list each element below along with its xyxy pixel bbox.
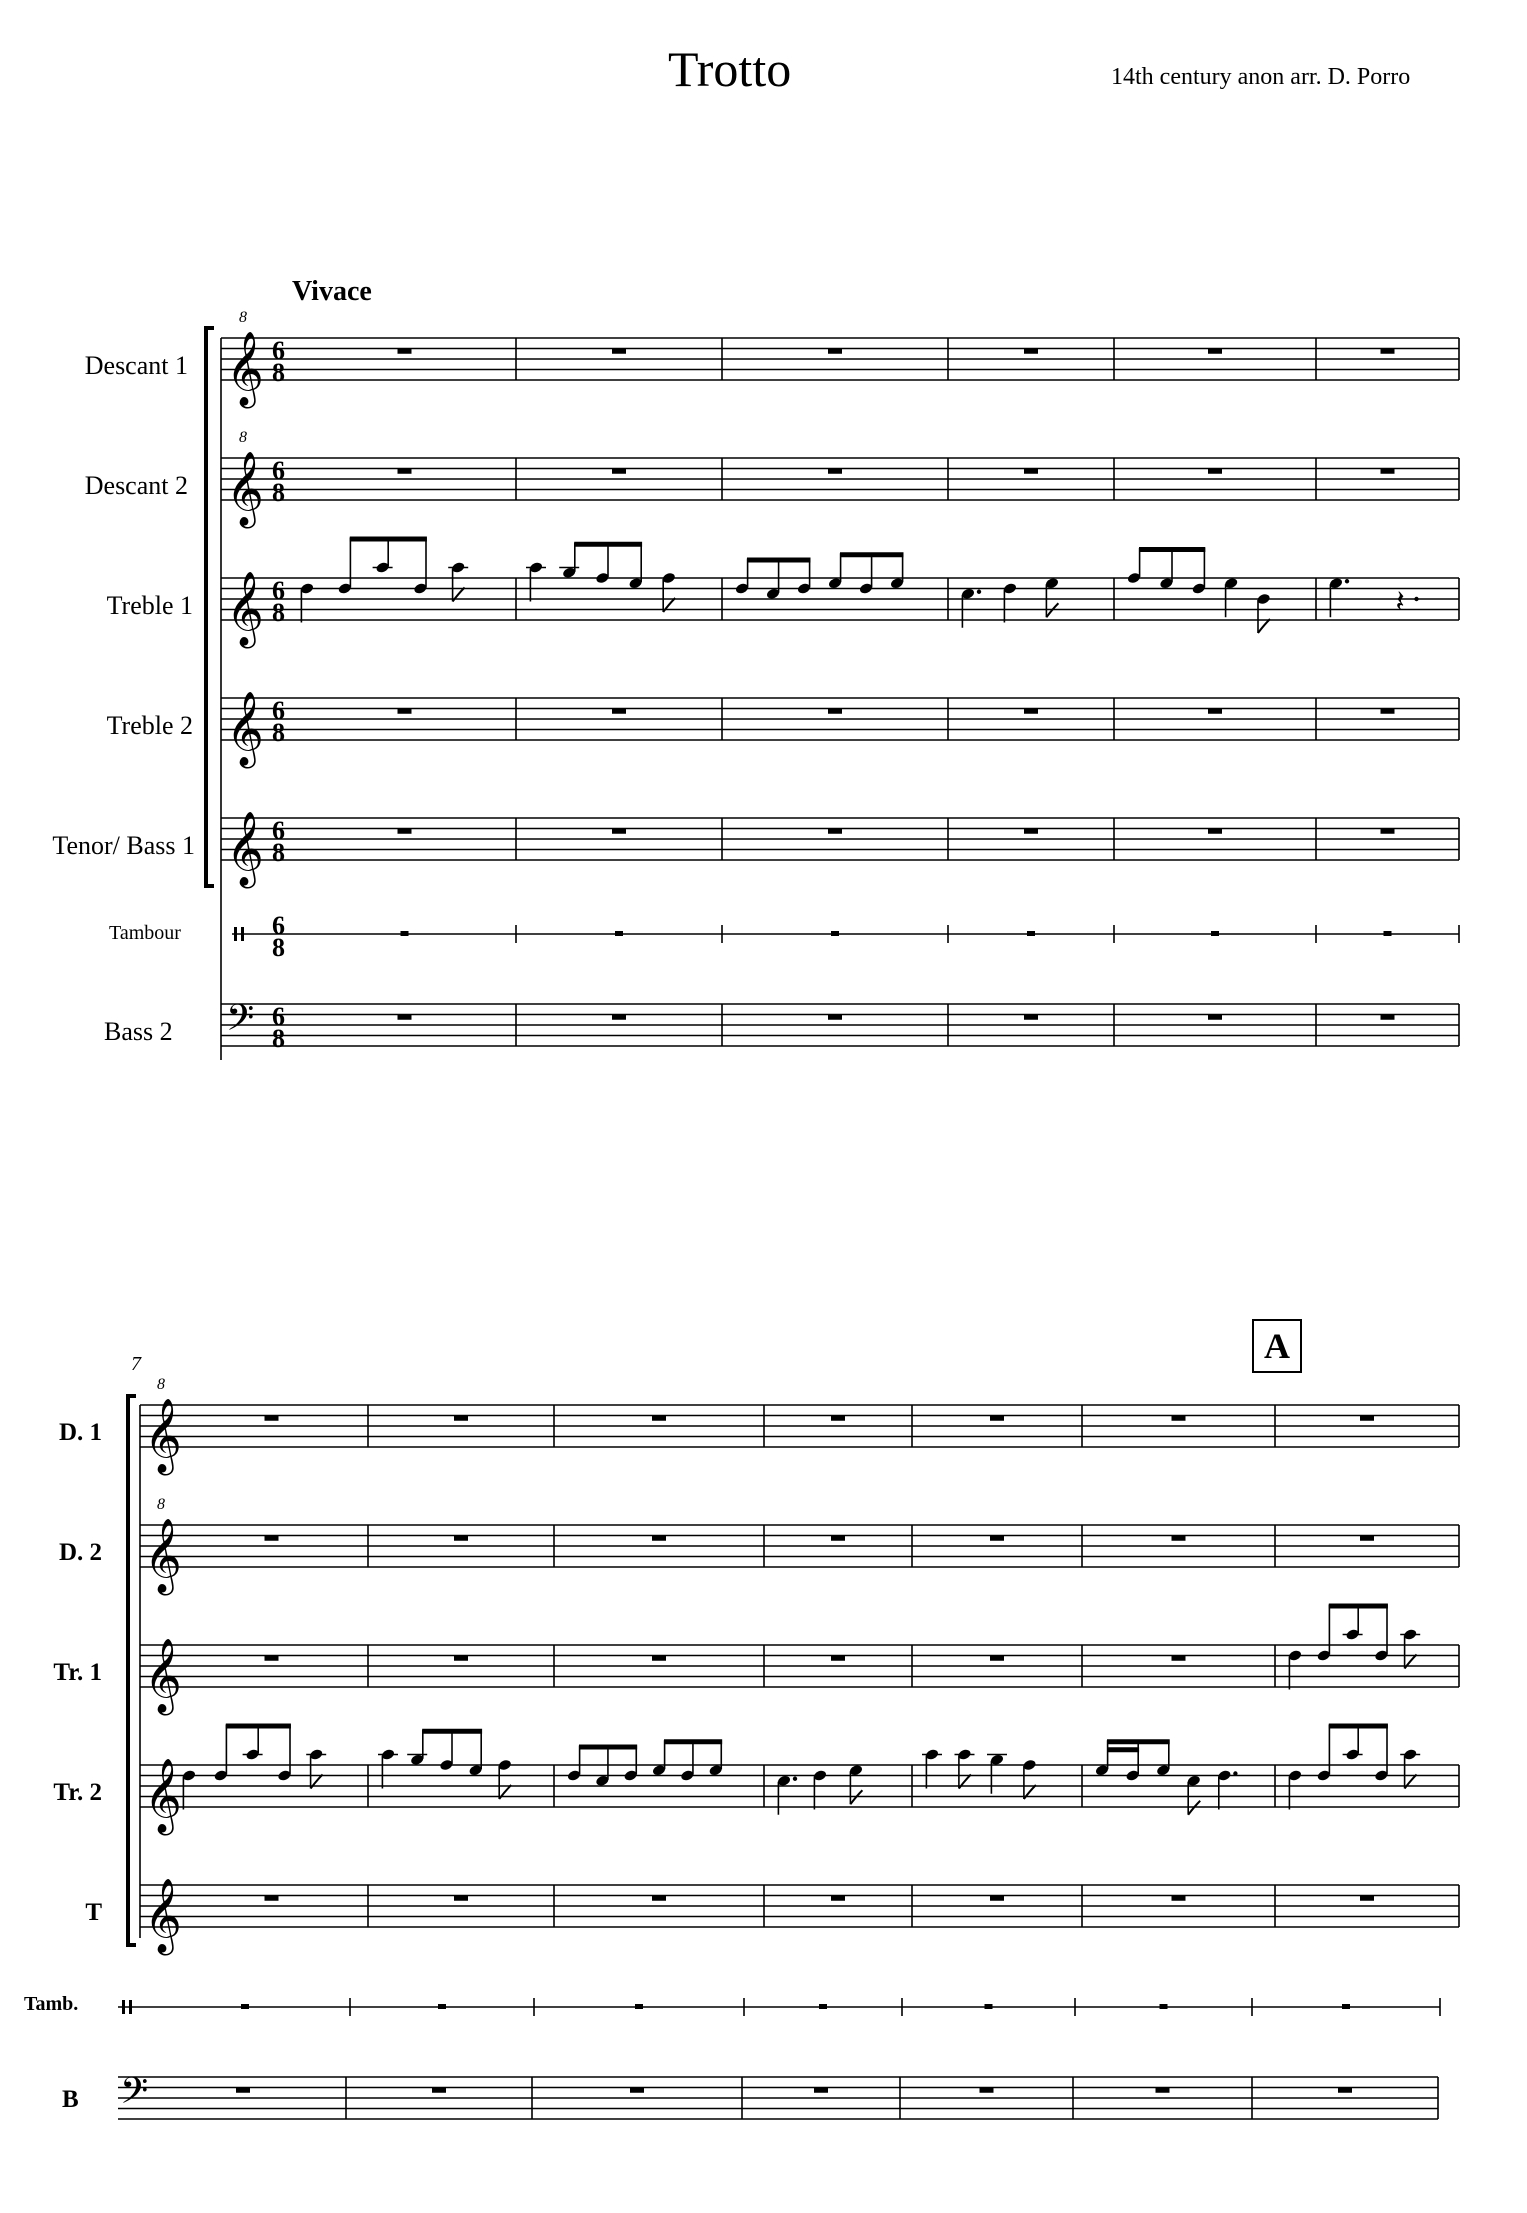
time-signature-bottom: 8 — [272, 838, 285, 867]
treble-clef: 𝄞 — [144, 1639, 182, 1713]
measure-rest — [652, 1416, 666, 1421]
measure-rest — [828, 349, 842, 354]
measure-rest — [831, 931, 839, 936]
octave-mark: 8 — [239, 429, 247, 446]
measure-rest — [1208, 1015, 1222, 1020]
beam — [422, 1729, 482, 1734]
measure-rest — [398, 709, 412, 714]
measure-rest — [1381, 469, 1395, 474]
bass-clef: 𝄢 — [120, 2070, 149, 2121]
system-bracket — [206, 328, 214, 886]
measure-rest — [1027, 931, 1035, 936]
treble-clef: 𝄞 — [226, 692, 264, 766]
measure-rest — [828, 1015, 842, 1020]
measure-rest — [438, 2004, 446, 2009]
augmentation-dot — [1414, 597, 1418, 601]
staff-s2-4 — [140, 1765, 1459, 1807]
composer-credit: 14th century anon arr. D. Porro — [1111, 64, 1411, 90]
measure-rest — [236, 2088, 250, 2093]
measure-rest — [612, 349, 626, 354]
score-title: Trotto — [668, 41, 792, 97]
flag — [1046, 603, 1058, 617]
treble-clef: 𝄞 — [226, 332, 264, 406]
augmentation-dot — [1345, 579, 1349, 583]
measure-rest — [831, 1656, 845, 1661]
measure-rest — [1024, 349, 1038, 354]
measure-rest — [1338, 2088, 1352, 2093]
measure-rest — [1342, 2004, 1350, 2009]
percussion-clef — [129, 2000, 132, 2014]
beam — [579, 1745, 637, 1750]
measure-rest — [819, 2004, 827, 2009]
measure-rest — [1172, 1656, 1186, 1661]
beam — [1329, 1604, 1388, 1609]
percussion-clef — [234, 927, 237, 941]
label-treble-2: Treble 2 — [106, 711, 193, 740]
measure-rest — [990, 1416, 1004, 1421]
measure-rest — [1381, 709, 1395, 714]
measure-rest — [1208, 469, 1222, 474]
measure-rest — [828, 469, 842, 474]
beam — [1107, 1747, 1139, 1752]
measure-rest — [990, 1896, 1004, 1901]
measure-rest — [828, 709, 842, 714]
time-signature-bottom: 8 — [272, 933, 285, 962]
time-signature-top: 6 — [272, 911, 285, 940]
staff-5 — [221, 818, 1459, 860]
label-treble-1: Treble 1 — [106, 591, 193, 620]
measure-rest — [454, 1416, 468, 1421]
treble-clef: 𝄞 — [226, 812, 264, 886]
label-tr1: Tr. 1 — [53, 1659, 102, 1686]
staff-s2-1 — [140, 1405, 1459, 1447]
measure-rest — [1208, 709, 1222, 714]
measure-rest — [652, 1896, 666, 1901]
measure-rest — [265, 1656, 279, 1661]
label-descant-2: Descant 2 — [84, 471, 188, 500]
time-signature-bottom: 8 — [272, 1024, 285, 1053]
measure-rest — [612, 1015, 626, 1020]
measure-rest — [1156, 2088, 1170, 2093]
measure-rest — [432, 2088, 446, 2093]
beam — [1107, 1739, 1170, 1744]
measure-rest — [635, 2004, 643, 2009]
octave-mark: 8 — [239, 309, 247, 326]
measure-rest — [1384, 931, 1392, 936]
treble-clef: 𝄞 — [144, 1399, 182, 1473]
beam — [350, 537, 427, 542]
augmentation-dot — [1233, 1771, 1237, 1775]
staff-4 — [221, 698, 1459, 740]
percussion-clef — [122, 2000, 125, 2014]
measure-rest — [398, 469, 412, 474]
measure-rest — [990, 1536, 1004, 1541]
measure-rest — [612, 469, 626, 474]
measure-rest — [1024, 1015, 1038, 1020]
measure-rest — [990, 1656, 1004, 1661]
measure-rest — [398, 1015, 412, 1020]
octave-mark: 8 — [157, 1376, 165, 1393]
staff-s2-3 — [140, 1645, 1459, 1687]
flag — [1188, 1801, 1200, 1815]
measure-rest — [831, 1536, 845, 1541]
flag — [1258, 619, 1270, 633]
label-d1: D. 1 — [58, 1419, 102, 1446]
time-signature-top: 6 — [272, 336, 285, 365]
measure-rest — [652, 1656, 666, 1661]
measure-rest — [454, 1536, 468, 1541]
time-signature-top: 6 — [272, 816, 285, 845]
measure-rest — [1172, 1536, 1186, 1541]
label-b: B — [62, 2086, 79, 2113]
treble-clef: 𝄞 — [226, 452, 264, 526]
measure-rest — [241, 2004, 249, 2009]
measure-rest — [265, 1416, 279, 1421]
beam — [1329, 1724, 1388, 1729]
measure-rest — [1381, 349, 1395, 354]
flag — [850, 1790, 862, 1804]
staff-2 — [221, 458, 1459, 500]
measure-rest — [454, 1896, 468, 1901]
measure-rest — [1381, 1015, 1395, 1020]
beam — [1139, 547, 1205, 552]
rehearsal-mark: A — [1252, 1319, 1302, 1373]
time-signature-top: 6 — [272, 696, 285, 725]
measure-rest — [612, 709, 626, 714]
bass-clef: 𝄢 — [226, 997, 255, 1048]
time-signature-bottom: 8 — [272, 358, 285, 387]
measure-rest — [985, 2004, 993, 2009]
time-signature-top: 6 — [272, 576, 285, 605]
measure-rest — [1160, 2004, 1168, 2009]
time-signature-bottom: 8 — [272, 718, 285, 747]
label-t: T — [85, 1899, 102, 1926]
measure-rest — [1024, 469, 1038, 474]
beam — [664, 1739, 722, 1744]
staff-s2-5 — [140, 1885, 1459, 1927]
measure-rest — [1360, 1896, 1374, 1901]
measure-rest — [1208, 829, 1222, 834]
measure-rest — [1360, 1416, 1374, 1421]
staff-1 — [221, 338, 1459, 380]
measure-rest — [401, 931, 409, 936]
beam — [747, 558, 811, 563]
measure-rest — [831, 1896, 845, 1901]
measure-rest — [831, 1416, 845, 1421]
measure-rest — [265, 1896, 279, 1901]
treble-clef: 𝄞 — [226, 572, 264, 646]
time-signature-bottom: 8 — [272, 598, 285, 627]
measure-rest — [398, 349, 412, 354]
label-tr2: Tr. 2 — [53, 1779, 102, 1806]
measure-rest — [1381, 829, 1395, 834]
label-tamb: Tamb. — [24, 1993, 79, 2015]
staff-s2-2 — [140, 1525, 1459, 1567]
measure-rest — [612, 829, 626, 834]
measure-rest — [1024, 829, 1038, 834]
measure-rest — [828, 829, 842, 834]
measure-rest — [398, 829, 412, 834]
tempo-marking: Vivace — [292, 276, 372, 307]
measure-rest — [630, 2088, 644, 2093]
time-signature-top: 6 — [272, 1002, 285, 1031]
beam — [840, 552, 904, 557]
beam — [574, 542, 642, 547]
measure-rest — [814, 2088, 828, 2093]
time-signature-bottom: 8 — [272, 478, 285, 507]
rest: 𝄽 — [1395, 584, 1405, 620]
label-descant-1: Descant 1 — [84, 351, 188, 380]
label-d2: D. 2 — [58, 1539, 102, 1566]
label-bass-2: Bass 2 — [104, 1017, 173, 1046]
measure-rest — [1024, 709, 1038, 714]
system-bracket — [128, 1396, 136, 1945]
measure-rest — [454, 1656, 468, 1661]
measure-rest — [1211, 931, 1219, 936]
measure-rest — [1172, 1416, 1186, 1421]
treble-clef: 𝄞 — [144, 1759, 182, 1833]
measure-rest — [980, 2088, 994, 2093]
augmentation-dot — [977, 590, 981, 594]
treble-clef: 𝄞 — [144, 1519, 182, 1593]
staff-s2-bass — [118, 2077, 1438, 2119]
label-tenor-bass-1: Tenor/ Bass 1 — [52, 831, 195, 860]
measure-rest — [1360, 1536, 1374, 1541]
system2-measure-number: 7 — [131, 1353, 141, 1375]
treble-clef: 𝄞 — [144, 1879, 182, 1953]
percussion-clef — [241, 927, 244, 941]
measure-rest — [1172, 1896, 1186, 1901]
octave-mark: 8 — [157, 1496, 165, 1513]
measure-rest — [615, 931, 623, 936]
staff-bass-2 — [221, 1004, 1459, 1046]
augmentation-dot — [793, 1777, 797, 1781]
measure-rest — [265, 1536, 279, 1541]
beam — [226, 1724, 291, 1729]
label-tambour: Tambour — [109, 922, 181, 944]
measure-rest — [652, 1536, 666, 1541]
measure-rest — [1208, 349, 1222, 354]
time-signature-top: 6 — [272, 456, 285, 485]
